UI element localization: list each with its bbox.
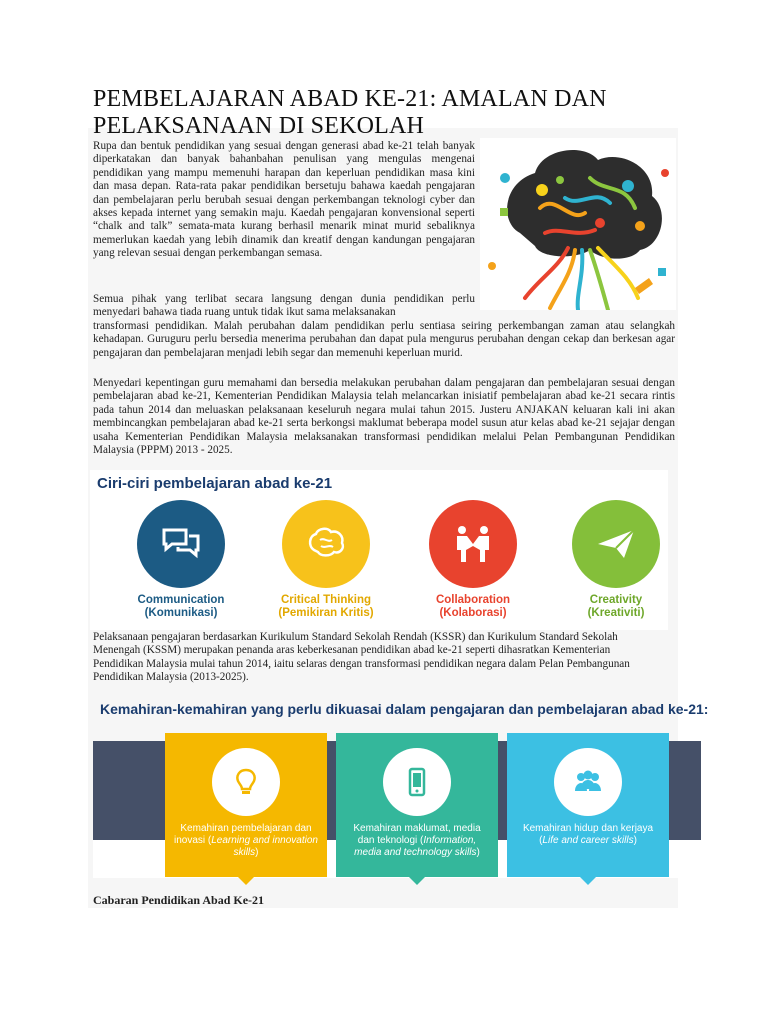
paragraph-ministry: Menyedari kepentingan guru memahami dan bersedia melakukan perubahan dalam pengajaran dan pembelajaran sesuai dengan pembelajaran abad ke-21, Kementerian Pendidikan Malaysia telah melancarkan inisiatif pembelajaran abad ke-21 secara rintis pada tahun 2014 dan meluaskan pelaksanaan keseluruh negara mulai tahun 2015. Justeru ANJAKAN keluaran kali ini akan membincangkan pembelajaran abad ke-21 serta berkongsi maklumat beberapa model susun atur kelas abad ke-21 sejajar dengan usaha Kementerian Pendidikan Malaysia melaksanakan transformasi pendidikan melalui Pelan Pembangunan Pendidikan Malaysia (PPPM) 2013 - 2025. bbox=[93, 377, 675, 457]
section-heading-cabaran: Cabaran Pendidikan Abad Ke-21 bbox=[93, 893, 265, 907]
collaboration-label-en: Collaboration bbox=[435, 594, 511, 606]
creativity-circle bbox=[572, 500, 660, 588]
communication-label-en: Communication bbox=[137, 594, 225, 606]
people-group-icon bbox=[573, 767, 603, 797]
life-career-label-tail: ) bbox=[633, 835, 637, 846]
learning-innovation-label bbox=[173, 823, 319, 859]
information-media-notch bbox=[408, 876, 426, 885]
ciri-ciri-title: Ciri-ciri pembelajaran abad ke-21 bbox=[97, 475, 333, 492]
learning-innovation-box bbox=[165, 733, 327, 877]
creativity-label-ms: (Kreativiti) bbox=[587, 607, 645, 619]
critical-thinking-circle bbox=[282, 500, 370, 588]
paragraph-intro: Rupa dan bentuk pendidikan yang sesuai dengan generasi abad ke-21 telah banyak diperkatakan dan banyak bahanbahan penulisan yang mengulas mengenai pendidikan yang mampu memenuhi harapan dan keperluan pendidikan masa kini dan masa depan. Rata-rata pakar pendidikan bersetuju bahawa kaedah pengajaran dan pembelajaran perlu berubah sesuai dengan perkembangan teknologi cyber dan akses kepada internet yang semakin maju. Kaedah pengajaran konvensional seperti “chalk and talk” semata-mata kurang berhasil menarik minat murid sebaliknya memerlukan kaedah yang lebih dinamik dan kreatif dengan kandungan pengajaran yang relevan sesuai dengan perkembangan semasa. bbox=[93, 140, 475, 260]
critical-thinking-label-ms: (Pemikiran Kritis) bbox=[278, 607, 374, 619]
learning-innovation-icon-circle bbox=[212, 748, 280, 816]
information-media-box bbox=[336, 733, 498, 877]
information-media-label-italic: Information, media and technology skills bbox=[354, 835, 477, 858]
collaboration-label-ms: (Kolaborasi) bbox=[439, 607, 507, 619]
life-career-label-italic: Life and career skills bbox=[542, 835, 634, 846]
communication-label bbox=[106, 594, 256, 620]
chat-bubbles-icon bbox=[161, 524, 201, 564]
information-media-label bbox=[344, 823, 490, 859]
life-career-label-text: Kemahiran hidup dan kerjaya ( bbox=[522, 823, 654, 846]
learning-innovation-label-italic: Learning and innovation skills bbox=[211, 835, 318, 858]
collaboration-label bbox=[398, 594, 548, 620]
critical-thinking-label bbox=[251, 594, 401, 620]
information-media-label-tail: ) bbox=[476, 847, 480, 858]
communication-label-ms: (Komunikasi) bbox=[144, 607, 218, 619]
learning-innovation-notch bbox=[237, 876, 255, 885]
brain-icon bbox=[306, 524, 346, 564]
creativity-label-en: Creativity bbox=[589, 594, 643, 606]
brain-illustration bbox=[480, 138, 676, 310]
paragraph-transformation-rest: transformasi pendidikan. Malah perubahan dalam pendidikan perlu sentiasa seiring perkembangan zaman atau selangkah kehadapan. Guruguru perlu bersedia menerima perubahan dan dapat pula mengurus perubahan dengan cekap dan berkesan agar pengajaran dan pembelajaran menjadi lebih segar dan memenuhi keperluan murid. bbox=[93, 319, 675, 359]
collaboration-circle bbox=[429, 500, 517, 588]
life-career-icon-circle bbox=[554, 748, 622, 816]
life-career-label bbox=[515, 823, 661, 847]
paper-plane-icon bbox=[596, 524, 636, 564]
paragraph-transformation-first: Semua pihak yang terlibat secara langsung dengan dunia pendidikan perlu menyedari bahawa tiada ruang untuk tidak ikut sama melaksanakan bbox=[93, 293, 475, 319]
critical-thinking-label-en: Critical Thinking bbox=[280, 594, 372, 606]
life-career-box bbox=[507, 733, 669, 877]
learning-innovation-label-tail: ) bbox=[255, 847, 259, 858]
smartphone-icon bbox=[402, 767, 432, 797]
handshake-icon bbox=[453, 524, 493, 564]
kemahiran-title: Kemahiran-kemahiran yang perlu dikuasai dalam pengajaran dan pembelajaran abad ke-21: bbox=[100, 701, 709, 717]
information-media-icon-circle bbox=[383, 748, 451, 816]
life-career-notch bbox=[579, 876, 597, 885]
communication-circle bbox=[137, 500, 225, 588]
page-title: PEMBELAJARAN ABAD KE-21: AMALAN DAN PELAKSANAAN DI SEKOLAH bbox=[93, 86, 607, 139]
paragraph-kssr-kssm: Pelaksanaan pengajaran berdasarkan Kurikulum Standard Sekolah Rendah (KSSR) dan Kurikulum Standard Sekolah Menengah (KSSM) merupakan penanda aras keberkesanan pendidikan abad ke-21 seperti dihasratkan Kementerian Pendidikan Malaysia mulai tahun 2014, iaitu selaras dengan transformasi pendidikan negara dalam Pelan Pembangunan Pendidikan Malaysia (2013-2025). bbox=[93, 631, 630, 684]
creativity-label bbox=[541, 594, 691, 620]
learning-innovation-label-text: Kemahiran pembelajaran dan inovasi ( bbox=[173, 823, 312, 846]
paragraph-transformation bbox=[93, 293, 675, 360]
information-media-label-text: Kemahiran maklumat, media dan teknologi ( bbox=[353, 823, 481, 846]
lightbulb-icon bbox=[231, 767, 261, 797]
ciri-ciri-infographic bbox=[90, 470, 668, 630]
